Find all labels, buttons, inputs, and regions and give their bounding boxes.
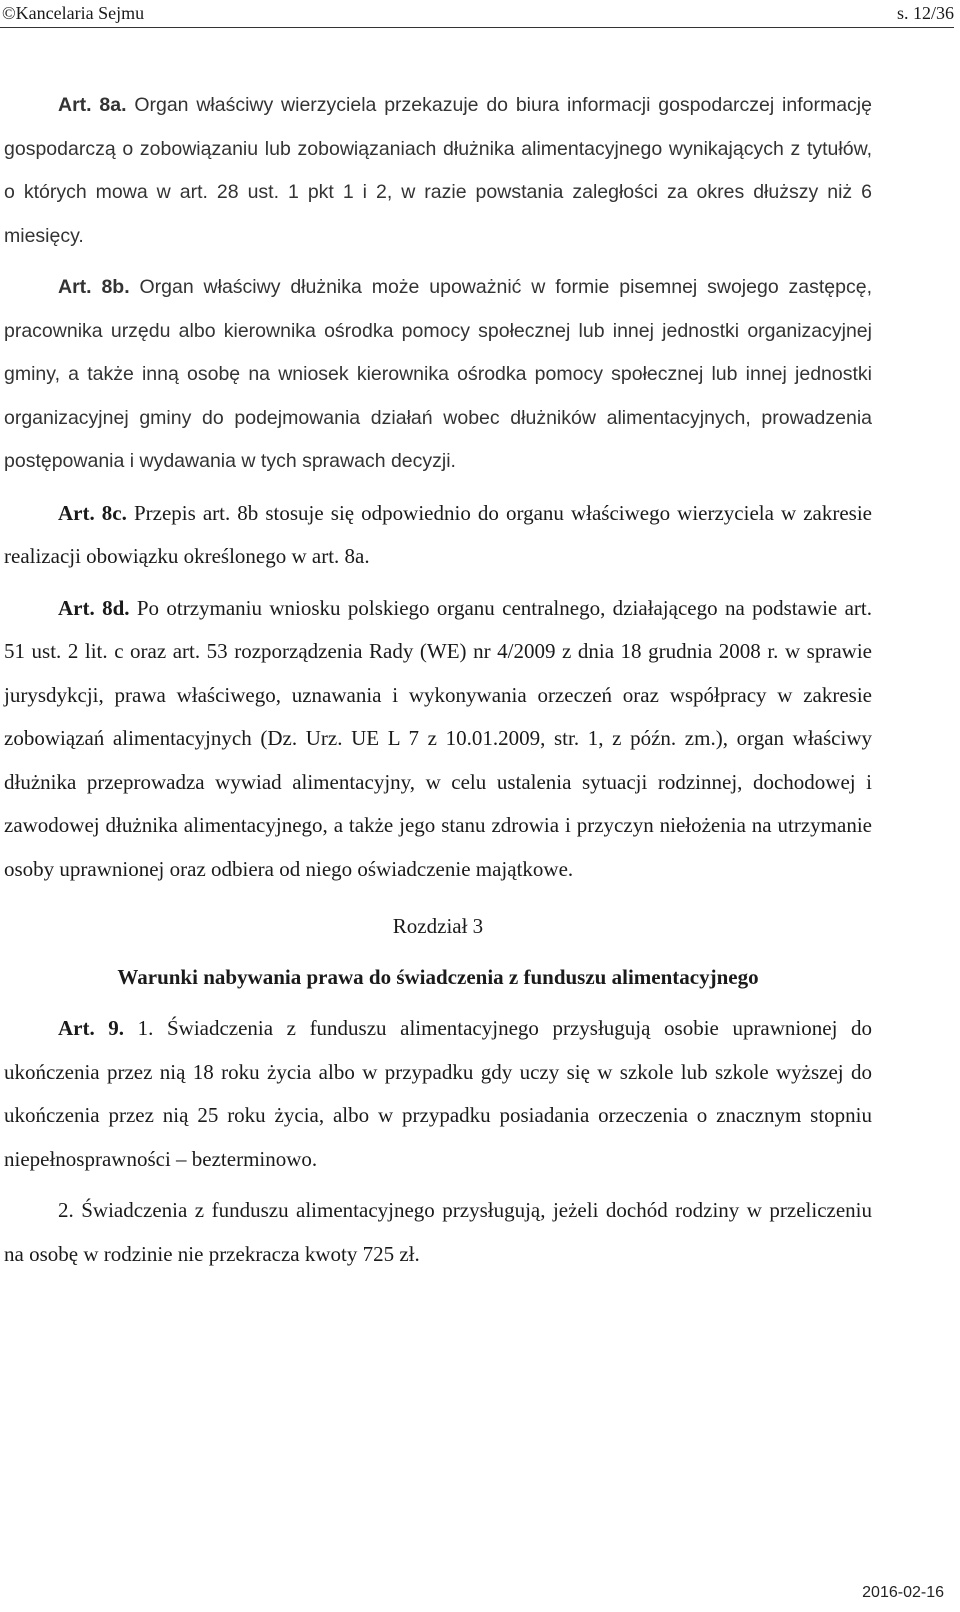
footer-date: 2016-02-16 [862, 1584, 944, 1601]
article-8d [4, 587, 872, 892]
chapter-number: Rozdział 3 [392, 914, 484, 938]
article-9-label: Art. 9. [58, 1016, 125, 1040]
article-8a-label: Art. 8a. [58, 94, 127, 116]
article-8b-label: Art. 8b. [58, 276, 130, 298]
header-copyright: ©Kancelaria Sejmu [2, 3, 145, 23]
article-9-p1-number: 1. [137, 1016, 154, 1040]
article-9-p2-text: Świadczenia z funduszu alimentacyjnego przysługują, jeżeli dochód rodziny w przeliczeniu na osobę w rodzinie nie przekracza kwoty 725 zł. [4, 1198, 872, 1266]
article-8c-text: Przepis art. 8b stosuje się odpowiednio do organu właściwego wierzyciela w zakresie realizacji obowiązku określonego w art. 8a. [4, 500, 873, 568]
article-9-paragraph-2 [4, 1189, 872, 1276]
article-9-paragraph-1 [4, 1007, 872, 1181]
document-body [4, 84, 872, 1284]
header-page-number: s. 12/36 [896, 3, 954, 23]
header-divider [0, 27, 954, 28]
article-9-p2-number: 2. [58, 1198, 74, 1222]
article-8a [4, 84, 872, 258]
article-8c [4, 492, 872, 579]
chapter-title: Warunki nabywania prawa do świadczenia z funduszu alimentacyjnego [117, 965, 759, 989]
article-8d-text: Po otrzymaniu wniosku polskiego organu centralnego, działającego na podstawie art. 51 ust. 2 lit. c oraz art. 53 rozporządzenia Rady (WE) nr 4/2009 z dnia 18 grudnia 2008 r. w sprawie jurysdykcji, prawa właściwego, uznawania i wykonywania orzeczeń oraz współpracy w zakresie zobowiązań alimentacyjnych (Dz. Urz. UE L 7 z 10.01.2009, str. 1, z późn. zm.), organ właściwy dłużnika przeprowadza wywiad alimentacyjny, w celu ustalenia sytuacji rodzinnej, dochodowej i zawodowej dłużnika alimentacyjnego, a także jego stanu zdrowia i przyczyn niełożenia na utrzymanie osoby uprawnionej oraz odbiera od niego oświadczenie majątkowe. [4, 595, 872, 881]
article-8a-text: Organ właściwy wierzyciela przekazuje do biura informacji gospodarczej informację gospodarczą o zobowiązaniu lub zobowiązaniach dłużnika alimentacyjnego wynikających z tytułów, o których mowa w art. 28 ust. 1 pkt 1 i 2, w razie powstania zaległości za okres dłuższy niż 6 miesięcy. [4, 94, 872, 247]
article-8b [4, 266, 872, 484]
article-8c-label: Art. 8c. [58, 500, 127, 525]
page-header [0, 2, 954, 28]
article-9-p1-text: Świadczenia z funduszu alimentacyjnego przysługują osobie uprawnionej do ukończenia przez nią 18 roku życia albo w przypadku gdy uczy się w szkole lub szkole wyższej do ukończenia przez nią 25 roku życia, albo w przypadku posiadania orzeczenia o znacznym stopniu niepełnosprawności – bezterminowo. [4, 1016, 872, 1171]
article-8b-text: Organ właściwy dłużnika może upoważnić w formie pisemnej swojego zastępcę, pracownika urzędu albo kierownika ośrodka pomocy społecznej lub innej jednostki organizacyjnej gminy, a także inną osobę na wniosek kierownika ośrodka pomocy społecznej lub innej jednostki organizacyjnej gminy do podejmowania działań wobec dłużników alimentacyjnych, prowadzenia postępowania i wydawania w tych sprawach decyzji. [4, 276, 872, 472]
article-8d-label: Art. 8d. [58, 595, 130, 620]
